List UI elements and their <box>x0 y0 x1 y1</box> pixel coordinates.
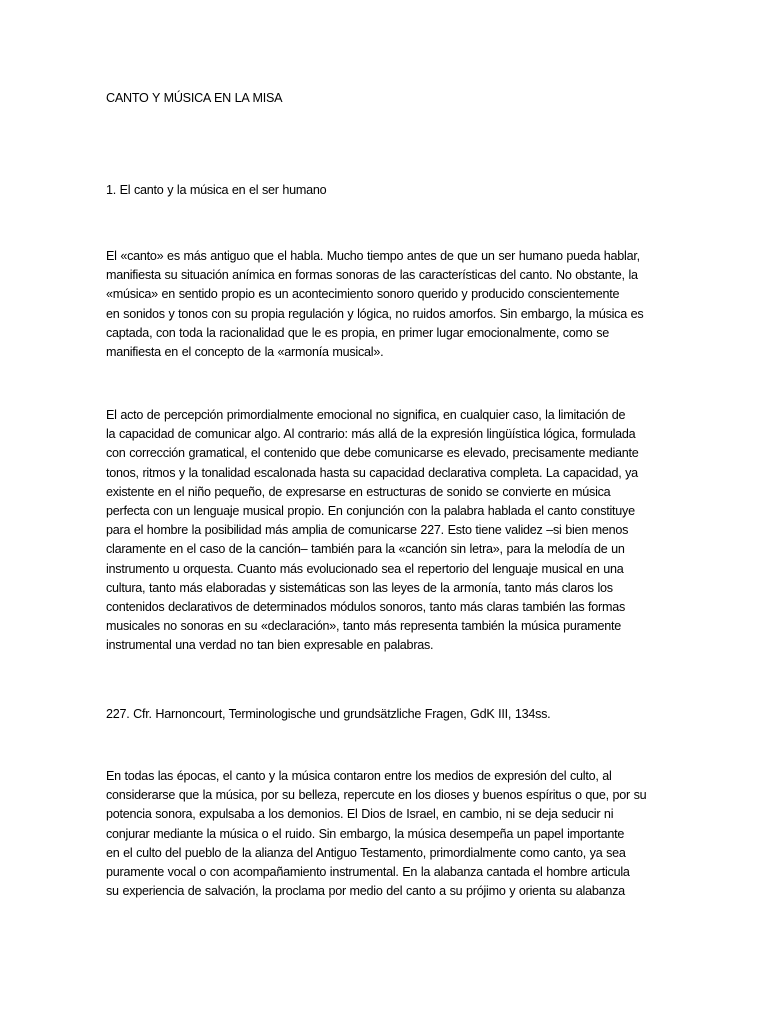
paragraph-line: considerarse que la música, por su belleza, repercute en los dioses y buenos espíritus o que, por su <box>106 788 647 803</box>
paragraph-line: existente en el niño pequeño, de expresarse en estructuras de sonido se convierte en música <box>106 484 611 499</box>
paragraph-line: instrumento u orquesta. Cuanto más evolucionado sea el repertorio del lenguaje musical en una <box>106 561 624 576</box>
paragraph-line: en el culto del pueblo de la alianza del Antiguo Testamento, primordialmente como canto, ya sea <box>106 845 626 860</box>
paragraph-line: manifiesta en el concepto de la «armonía musical». <box>106 345 384 360</box>
paragraph-line: con corrección gramatical, el contenido que debe comunicarse es elevado, precisamente mediante <box>106 446 639 461</box>
paragraph-line: El acto de percepción primordialmente emocional no significa, en cualquier caso, la limitación de <box>106 408 626 422</box>
paragraph-2 <box>106 406 639 656</box>
paragraph-line: en sonidos y tonos con su propia regulación y lógica, no ruidos amorfos. Sin embargo, la música es <box>106 306 644 321</box>
section-heading-text: 1. El canto y la música en el ser humano <box>106 183 327 197</box>
paragraph-line: captada, con toda la racionalidad que le es propia, en primer lugar emocionalmente, como se <box>106 325 610 340</box>
paragraph-line: su experiencia de salvación, la proclama por medio del canto a su prójimo y orienta su alabanza <box>106 884 625 899</box>
document-title <box>106 89 282 108</box>
paragraph-line: El «canto» es más antiguo que el habla. Mucho tiempo antes de que un ser humano pueda hablar, <box>106 249 640 263</box>
paragraph-line: instrumental una verdad no tan bien expresable en palabras. <box>106 638 434 653</box>
paragraph-line: cultura, tanto más elaboradas y sistemáticas son las leyes de la armonía, tanto más claros los <box>106 580 613 595</box>
paragraph-3 <box>106 767 646 901</box>
paragraph-line: puramente vocal o con acompañamiento instrumental. En la alabanza cantada el hombre articula <box>106 865 630 880</box>
paragraph-line: la capacidad de comunicar algo. Al contrario: más allá de la expresión lingüística lógica, formulada <box>106 427 636 442</box>
paragraph-line: tonos, ritmos y la tonalidad escalonada hasta su capacidad declarativa completa. La capacidad, ya <box>106 465 638 480</box>
document-title-text: CANTO Y MÚSICA EN LA MISA <box>106 91 283 105</box>
paragraph-line: manifiesta su situación anímica en formas sonoras de las características del canto. No obstante, la <box>106 268 638 283</box>
paragraph-line: para el hombre la posibilidad más amplia de comunicarse 227. Esto tiene validez –si bien menos <box>106 523 629 538</box>
paragraph-line: perfecta con un lenguaje musical propio. En conjunción con la palabra hablada el canto constituye <box>106 504 635 519</box>
paragraph-line: «música» en sentido propio es un acontecimiento sonoro querido y producido conscientemente <box>106 287 620 302</box>
footnote <box>106 705 550 724</box>
paragraph-line: musicales no sonoras en su «declaración», tanto más representa también la música puramente <box>106 619 622 634</box>
paragraph-line: claramente en el caso de la canción– también para la «canción sin letra», para la melodía de un <box>106 542 625 557</box>
paragraph-line: conjurar mediante la música o el ruido. Sin embargo, la música desempeña un papel importante <box>106 826 625 841</box>
paragraph-line: potencia sonora, expulsaba a los demonios. El Dios de Israel, en cambio, ni se deja seducir ni <box>106 807 614 822</box>
paragraph-1 <box>106 247 643 362</box>
footnote-text: 227. Cfr. Harnoncourt, Terminologische und grundsätzliche Fragen, GdK III, 134ss. <box>106 707 551 721</box>
paragraph-line: contenidos declarativos de determinados módulos sonoros, tanto más claras también las formas <box>106 600 626 615</box>
paragraph-line: En todas las épocas, el canto y la música contaron entre los medios de expresión del culto, al <box>106 769 612 783</box>
section-heading <box>106 181 326 200</box>
